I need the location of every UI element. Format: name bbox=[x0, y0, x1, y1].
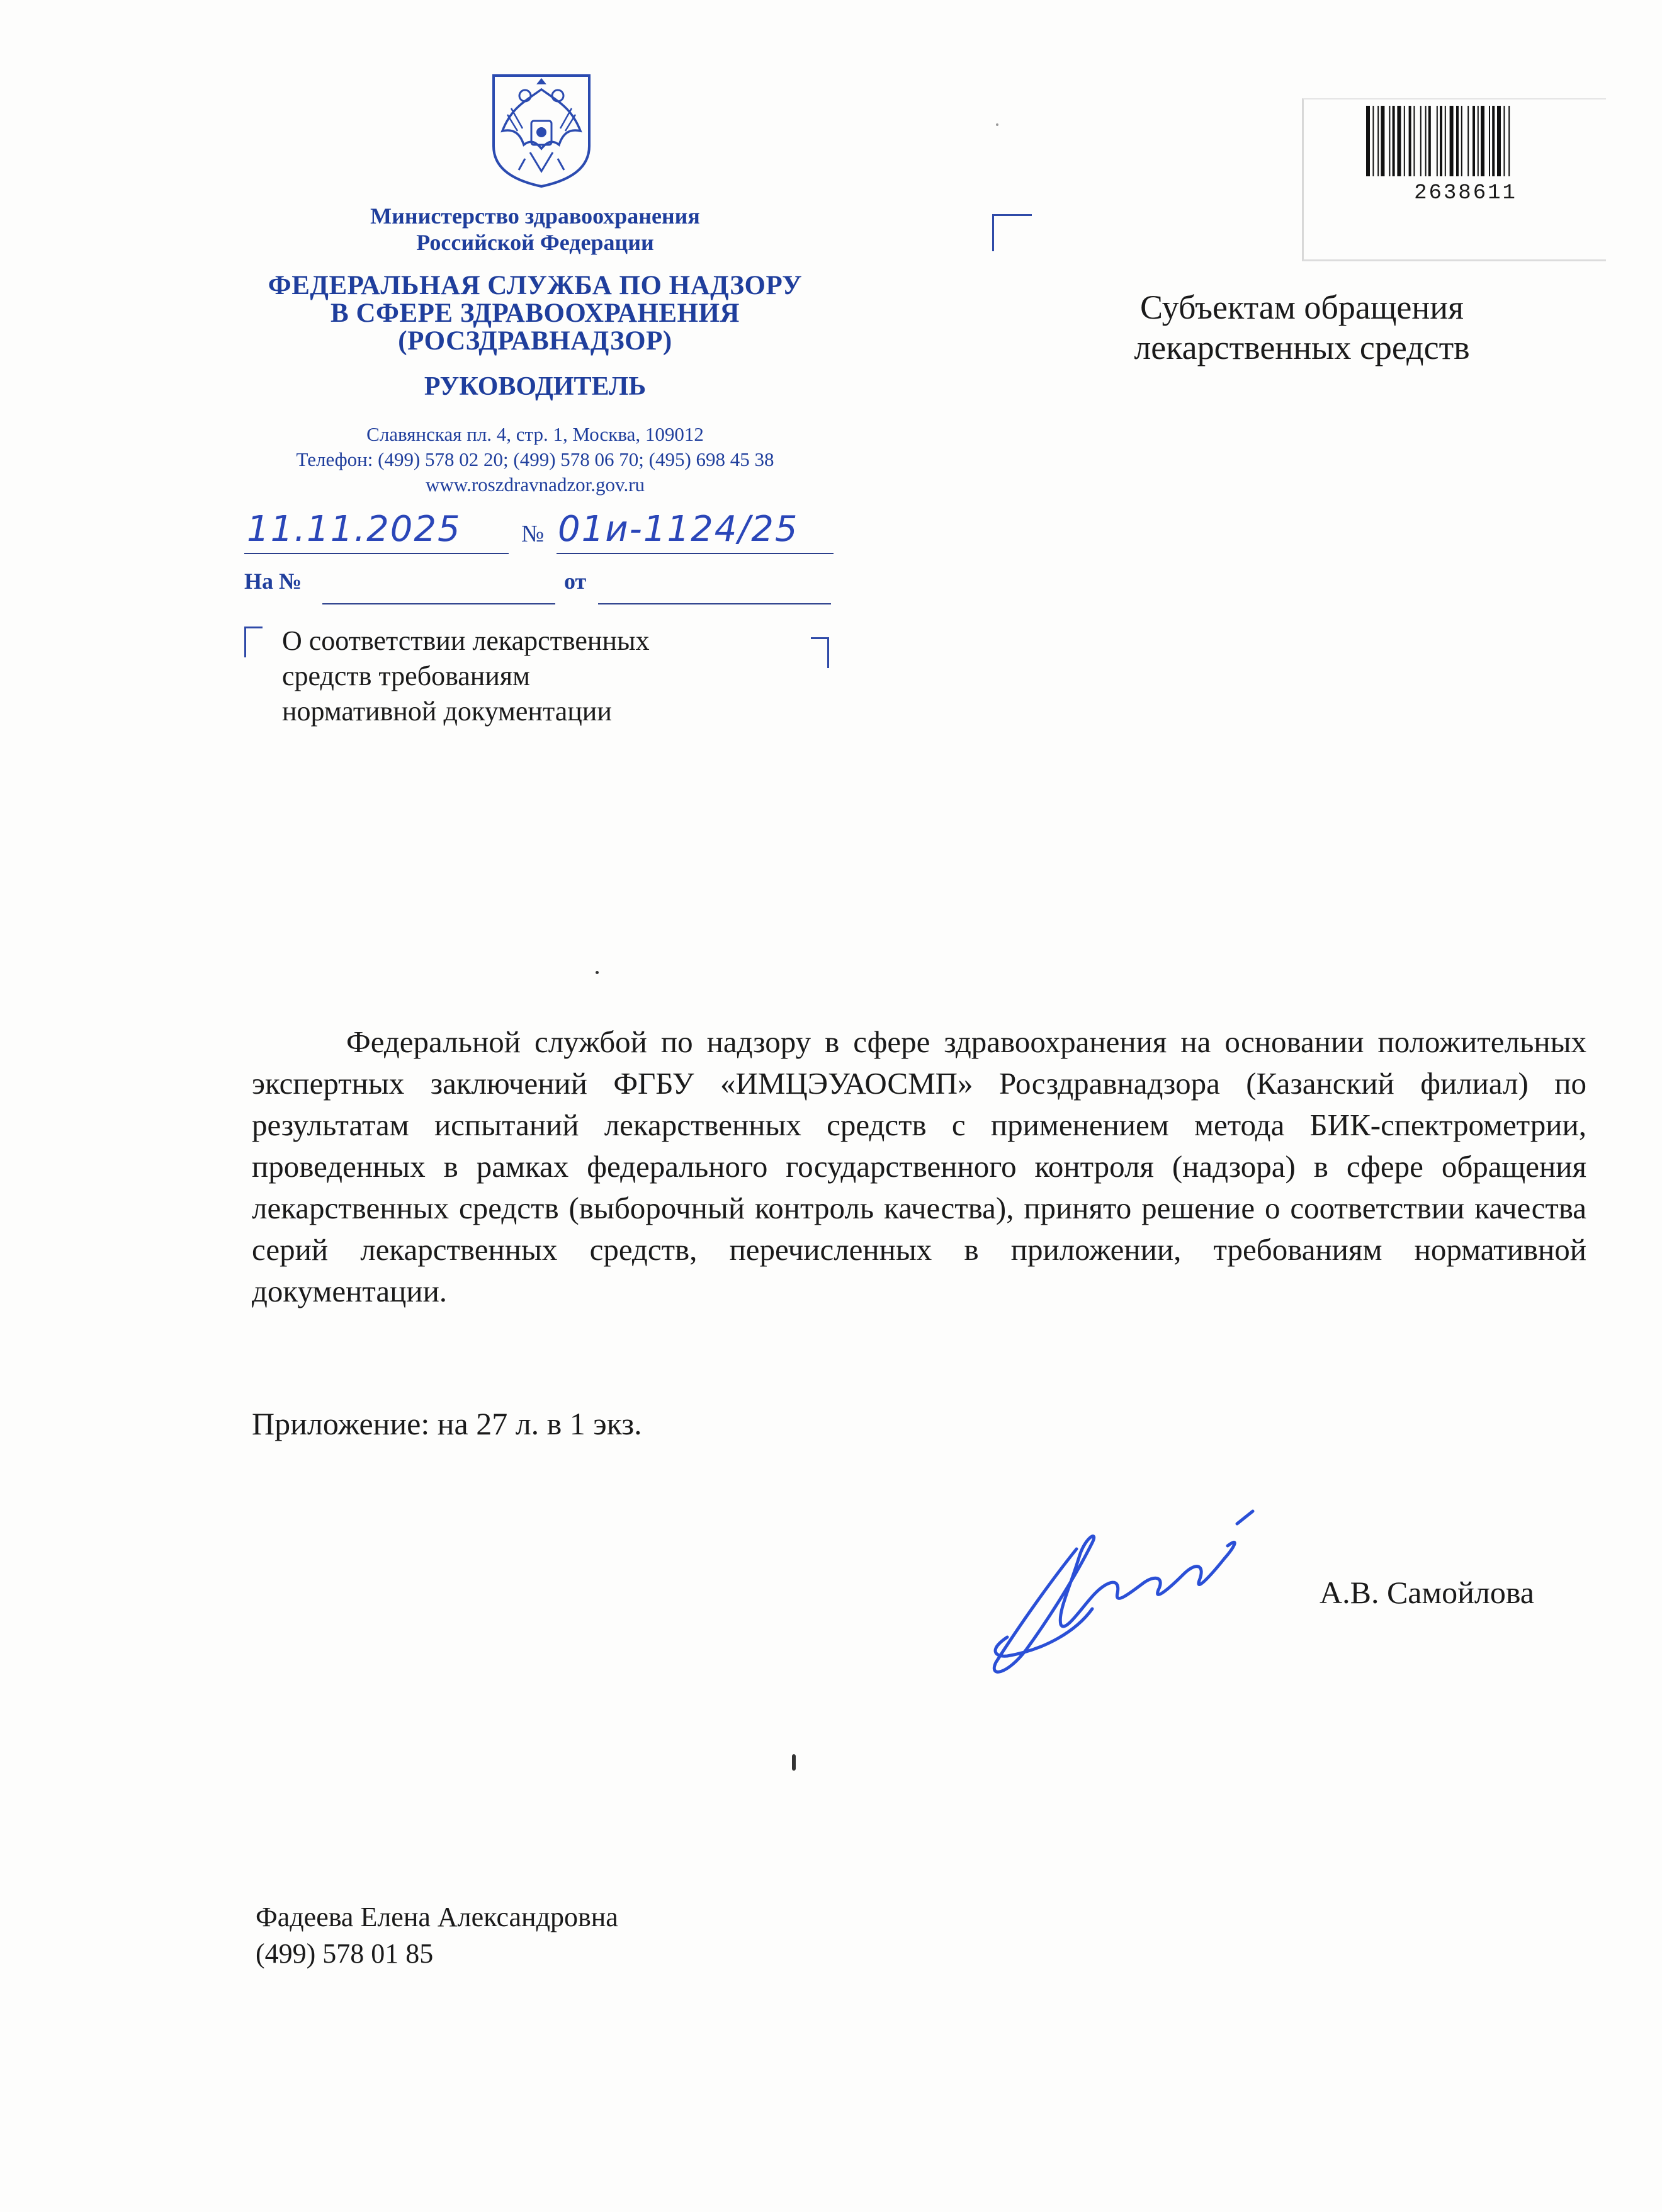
signer-name: А.В. Самойлова bbox=[1320, 1575, 1534, 1610]
letter-subject bbox=[282, 623, 650, 729]
subject-line-1: О соответствии лекарственных bbox=[282, 625, 650, 656]
registration-number: 01и-1124/25 bbox=[558, 509, 799, 550]
service-name bbox=[239, 272, 831, 355]
ministry-line-2: Российской Федерации bbox=[416, 230, 654, 255]
reference-number-label: На № bbox=[244, 569, 302, 594]
executor-info bbox=[256, 1899, 618, 1972]
executor-name: Фадеева Елена Александровна bbox=[256, 1902, 618, 1932]
reference-from-underline bbox=[598, 603, 831, 604]
ministry-line-1: Министерство здравоохранения bbox=[370, 203, 700, 229]
scan-speck bbox=[996, 123, 998, 126]
subject-line-2: средств требованиям bbox=[282, 661, 530, 691]
contact-block bbox=[239, 422, 831, 497]
registration-date: 11.11.2025 bbox=[247, 509, 461, 550]
number-underline bbox=[557, 553, 834, 554]
registration-number-label: № bbox=[521, 521, 545, 547]
subject-corner-right bbox=[811, 637, 829, 668]
website: www.roszdravnadzor.gov.ru bbox=[425, 474, 645, 496]
addressee-line-1: Субъектам обращения bbox=[1139, 288, 1464, 326]
service-line-1: ФЕДЕРАЛЬНАЯ СЛУЖБА ПО НАДЗОРУ bbox=[268, 271, 803, 300]
position-title: РУКОВОДИТЕЛЬ bbox=[424, 372, 647, 401]
ministry-name bbox=[239, 203, 831, 256]
service-line-2: В СФЕРЕ ЗДРАВООХРАНЕНИЯ bbox=[331, 298, 740, 328]
reference-number-underline bbox=[322, 603, 555, 604]
body-paragraph: Федеральной службой по надзору в сфере здравоохранения на основании положительных экспертных заключений ФГБУ «ИМЦЭУАОСМП» Росздравнадзора (Казанский филиал) по результатам испытаний лекарственных средств с применением метода БИК-спектрометрии, проведенных в рамках федерального государственного контроля (надзора) в сфере обращения лекарственных средств (выборочный контроль качества), принято решение о соответствии качества серий лекарственных средств, перечисленных в приложении, требованиям нормативной документации. bbox=[252, 1024, 1586, 1308]
barcode bbox=[1365, 106, 1566, 180]
russian-coat-of-arms-icon bbox=[486, 71, 597, 190]
attachment-note: Приложение: на 27 л. в 1 экз. bbox=[252, 1406, 642, 1441]
barcode-number: 2638611 bbox=[1414, 181, 1517, 205]
addressee-line-2: лекарственных средств bbox=[1134, 329, 1470, 366]
addressee-corner bbox=[992, 214, 1032, 251]
service-line-3: (РОСЗДРАВНАДЗОР) bbox=[398, 326, 672, 356]
date-underline bbox=[244, 553, 509, 554]
executor-phone: (499) 578 01 85 bbox=[256, 1938, 434, 1969]
subject-line-3: нормативной документации bbox=[282, 696, 612, 727]
scan-speck bbox=[596, 971, 599, 974]
handwritten-signature bbox=[982, 1499, 1309, 1687]
addressee bbox=[1094, 287, 1510, 368]
subject-corner-left bbox=[244, 627, 263, 657]
scan-speck bbox=[792, 1754, 796, 1771]
reference-from-label: от bbox=[564, 569, 587, 594]
postal-address: Славянская пл. 4, стр. 1, Москва, 109012 bbox=[366, 423, 704, 445]
phone-numbers: Телефон: (499) 578 02 20; (499) 578 06 70; (495) 698 45 38 bbox=[296, 448, 774, 470]
